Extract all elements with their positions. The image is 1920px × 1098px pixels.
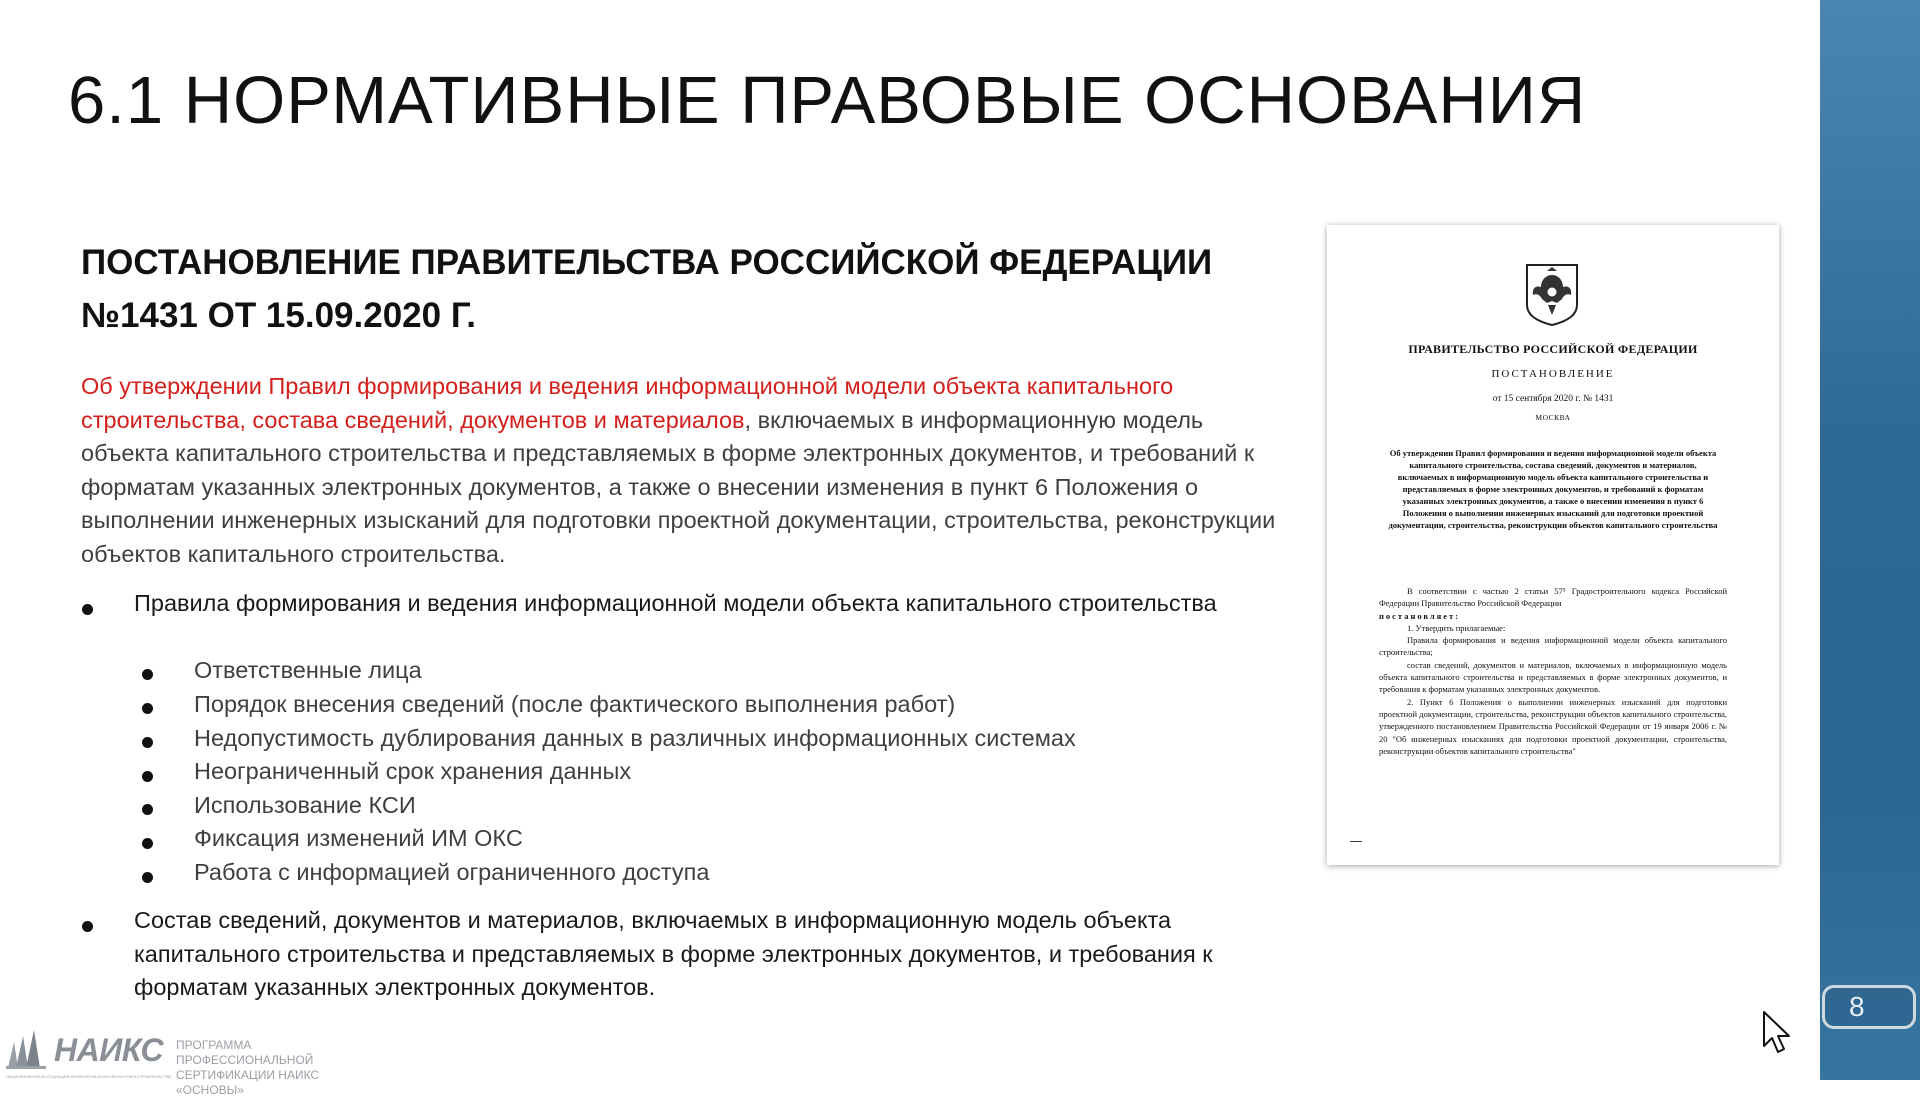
sub-bullet-item: Фиксация изменений ИМ ОКС xyxy=(194,825,523,851)
bullet-dot xyxy=(82,921,93,932)
doc-kind: ПОСТАНОВЛЕНИЕ xyxy=(1491,368,1615,380)
sub-bullet-dot xyxy=(142,703,153,714)
sub-bullet-dot xyxy=(142,737,153,748)
doc-para: Правила формирования и ведения информационной модели объекта капитального строительства; xyxy=(1379,635,1727,658)
sub-bullet-item: Порядок внесения сведений (после фактического выполнения работ) xyxy=(194,691,956,717)
sub-bullet-dot xyxy=(142,669,153,680)
sub-bullet-dot xyxy=(142,838,153,849)
logo-tagline: ПРОГРАММА ПРОФЕССИОНАЛЬНОЙ СЕРТИФИКАЦИИ НАИКС «ОСНОВЫ» xyxy=(176,1038,320,1097)
logo-fine-print: НАЦИОНАЛЬНАЯ АССОЦИАЦИЯ ИНЖЕНЕРОВ-КОНСУЛЬТАНТОВ В СТРОИТЕЛЬСТВЕ xyxy=(6,1074,172,1079)
intro-rest: , включаемых в информационную модель объекта капитального строительства и представляемых в форме электронных документов, и требований к форматам указанных электронных документов, а также о внесении изменения в пункт 6 Положения о выполнении инженерных изысканий для подготовки проектной документации, строительства, реконструкции объектов капитального строительства. xyxy=(81,406,1276,567)
naiks-logo-icon xyxy=(4,1028,48,1072)
page-number: 8 xyxy=(1849,991,1865,1022)
doc-subject: Об утверждении Правил формирования и ведения информационной модели объекта капитального строительства, состава сведений, документов и материалов, включаемых в информационную модель объекта капитального строительства и представляемых в форме электронных документов, и требований к форматам указанных электронных документов, а также о внесении изменения в пункт 6 Положения о выполнении инженерных изысканий для подготовки проектной документации, строительства, реконструкции объектов капитального строительства xyxy=(1388,448,1718,530)
sub-bullet-dot xyxy=(142,804,153,815)
sub-bullet-item: Недопустимость дублирования данных в различных информационных системах xyxy=(194,725,1076,751)
sub-bullet-dot xyxy=(142,872,153,883)
naiks-logo xyxy=(4,1024,384,1097)
sub-bullet-item: Ответственные лица xyxy=(194,657,422,683)
page-number-badge xyxy=(1822,985,1916,1029)
doc-body xyxy=(1379,585,1727,757)
slide-title: 6.1 НОРМАТИВНЫЕ ПРАВОВЫЕ ОСНОВАНИЯ xyxy=(68,63,1587,138)
decree-document-thumbnail xyxy=(1327,225,1779,865)
bullet-dot xyxy=(82,604,93,615)
doc-para: 2. Пункт 6 Положения о выполнении инженерных изысканий для подготовки проектной документации, строительства, реконструкции объектов капитального строительства, утвержденного постановлением Правительства Российской Федерации от 19 января 2006 г. № 20 "Об инженерных изысканиях для подготовки проектной документации, строительства, реконструкции объектов капитального строительства" xyxy=(1379,696,1727,756)
intro-highlight: Об утверждении Правил формирования и ведения информационной модели объекта капитального строительства, состава сведений, документов и материалов xyxy=(81,373,1174,433)
document-heading: ПОСТАНОВЛЕНИЕ ПРАВИТЕЛЬСТВА РОССИЙСКОЙ ФЕДЕРАЦИИ №1431 ОТ 15.09.2020 Г. xyxy=(81,243,1213,335)
mouse-cursor-icon xyxy=(1762,1010,1792,1056)
doc-date: от 15 сентября 2020 г. № 1431 xyxy=(1492,394,1614,404)
doc-para: состав сведений, документов и материалов, включаемых в информационную модель объекта капитального строительства и представляемых в форме электронных документов, и требования к форматам указанных электронных документов. xyxy=(1379,659,1727,695)
sub-bullet-item: Использование КСИ xyxy=(194,792,416,818)
coat-of-arms-icon xyxy=(1523,261,1581,327)
bullet-item: Правила формирования и ведения информационной модели объекта капитального строительства xyxy=(134,590,1217,616)
logo-name: НАИКС xyxy=(54,1032,164,1068)
bullet-item: Состав сведений, документов и материалов, включаемых в информационную модель объекта капитального строительства и представляемых в форме электронных документов, и требования к форматам указанных электронных документов. xyxy=(134,907,1213,1000)
doc-government: ПРАВИТЕЛЬСТВО РОССИЙСКОЙ ФЕДЕРАЦИИ xyxy=(1408,342,1698,356)
sub-bullet-dot xyxy=(142,771,153,782)
right-decorative-band xyxy=(1820,0,1920,1080)
sub-bullet-item: Работа с информацией ограниченного доступа xyxy=(194,859,710,885)
sub-bullet-item: Неограниченный срок хранения данных xyxy=(194,758,632,784)
intro-paragraph xyxy=(81,370,1281,571)
doc-decree-word: постановляет: xyxy=(1379,610,1461,621)
doc-para: В соответствии с частью 2 статьи 57⁵ Градостроительного кодекса Российской Федерации Правительство Российской Федерации xyxy=(1379,586,1727,609)
doc-para: 1. Утвердить прилагаемые: xyxy=(1407,622,1506,633)
doc-city: МОСКВА xyxy=(1535,413,1571,422)
doc-footer-mark xyxy=(1350,841,1362,842)
